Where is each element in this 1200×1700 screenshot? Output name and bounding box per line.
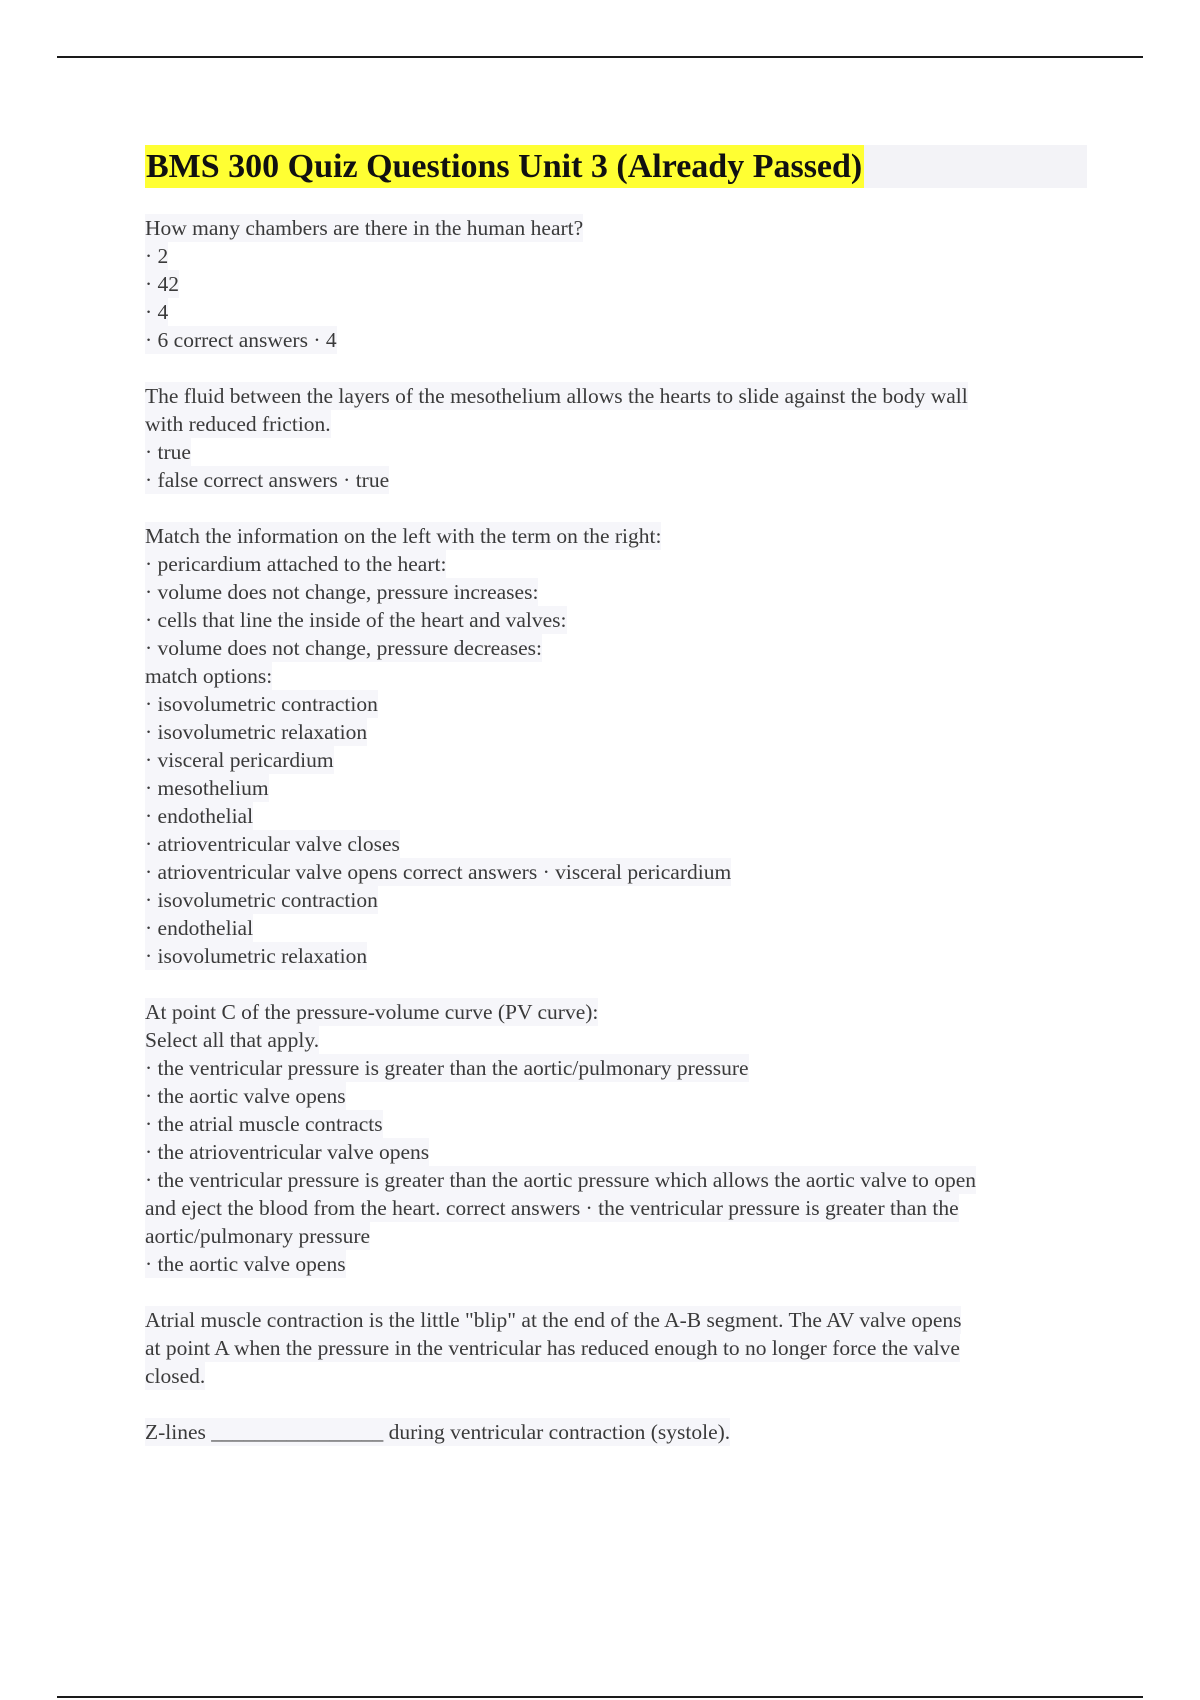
explanation-text: Atrial muscle contraction is the little "blip" at the end of the A-B segment. The AV valve opens (145, 1308, 962, 1332)
answer-option-with-key: · 6 correct answers · 4 (145, 328, 337, 352)
page-bottom-rule (57, 1696, 1143, 1698)
answer-option-with-key: · false correct answers · true (145, 468, 390, 492)
match-options-label: match options: (145, 664, 273, 688)
answer-key-item: · isovolumetric contraction (145, 888, 378, 912)
question-text: How many chambers are there in the human heart? (145, 216, 584, 240)
match-item: · volume does not change, pressure increases: (145, 580, 539, 604)
answer-option: · the atrioventricular valve opens (145, 1140, 430, 1164)
page-title: BMS 300 Quiz Questions Unit 3 (Already Passed) (145, 145, 864, 188)
answer-option: · 4 (145, 300, 169, 324)
answer-key-item: aortic/pulmonary pressure (145, 1224, 371, 1248)
question-text: Match the information on the left with the term on the right: (145, 524, 662, 548)
question-block (145, 998, 1087, 1278)
answer-option: · the aortic valve opens (145, 1084, 346, 1108)
question-block (145, 214, 1087, 354)
question-block (145, 382, 1087, 494)
explanation-text: closed. (145, 1364, 206, 1388)
answer-key-item: · the aortic valve opens (145, 1252, 346, 1276)
page-top-rule (57, 56, 1143, 58)
match-option: · isovolumetric relaxation (145, 720, 368, 744)
question-block (145, 522, 1087, 970)
answer-key-item: · endothelial (145, 916, 254, 940)
title-band (145, 145, 1087, 188)
answer-option: · the ventricular pressure is greater than the aortic pressure which allows the aortic valve to open (145, 1168, 977, 1192)
answer-option: · the ventricular pressure is greater than the aortic/pulmonary pressure (145, 1056, 749, 1080)
match-item: · cells that line the inside of the heart and valves: (145, 608, 567, 632)
question-instruction: Select all that apply. (145, 1028, 320, 1052)
match-option: · endothelial (145, 804, 254, 828)
match-item: · pericardium attached to the heart: (145, 552, 447, 576)
explanation-text: at point A when the pressure in the ventricular has reduced enough to no longer force the valve (145, 1336, 960, 1360)
match-item: · volume does not change, pressure decreases: (145, 636, 543, 660)
answer-option: · the atrial muscle contracts (145, 1112, 383, 1136)
match-option: · atrioventricular valve closes (145, 832, 400, 856)
question-block (145, 1418, 1087, 1446)
question-text: The fluid between the layers of the mesothelium allows the hearts to slide against the body wall (145, 384, 968, 408)
fill-in-question: Z-lines ________________ during ventricular contraction (systole). (145, 1420, 731, 1444)
explanation-block (145, 1306, 1087, 1390)
answer-option: · true (145, 440, 191, 464)
question-text: with reduced friction. (145, 412, 331, 436)
match-option: · mesothelium (145, 776, 269, 800)
document-body (145, 145, 1087, 1446)
match-option: · visceral pericardium (145, 748, 334, 772)
question-text: At point C of the pressure-volume curve (PV curve): (145, 1000, 599, 1024)
answer-option-with-key: and eject the blood from the heart. correct answers · the ventricular pressure is greater than the (145, 1196, 959, 1220)
answer-option: · 2 (145, 244, 169, 268)
match-option-with-key: · atrioventricular valve opens correct answers · visceral pericardium (145, 860, 732, 884)
answer-option: · 42 (145, 272, 180, 296)
answer-key-item: · isovolumetric relaxation (145, 944, 368, 968)
match-option: · isovolumetric contraction (145, 692, 378, 716)
